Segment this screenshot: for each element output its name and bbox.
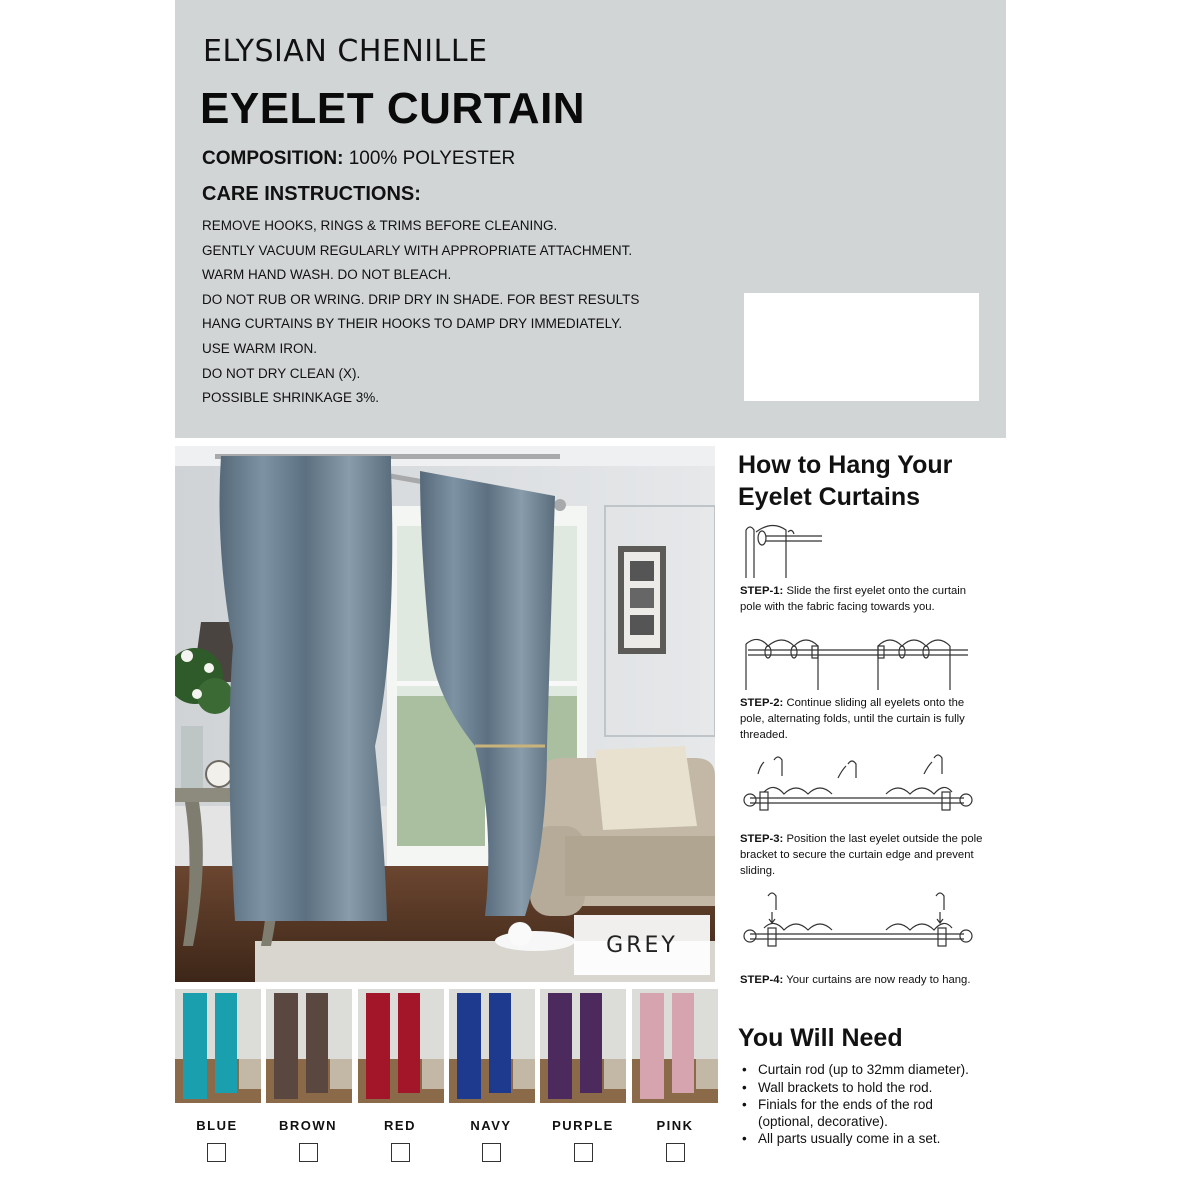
swatch-image-blue [175,989,261,1103]
brand-name: ELYSIAN CHENILLE [203,34,488,69]
composition-line [202,148,515,170]
care-item: DO NOT DRY CLEAN (X). [202,365,361,381]
step-3-body: Position the last eyelet outside the pole bracket to secure the curtain edge and prevent sliding. [740,833,983,877]
step-2-text [740,695,985,743]
hero-color-label: GREY [574,915,710,975]
requirement-item: • Curtain rod (up to 32mm diameter). [742,1062,982,1079]
label-placeholder-box [744,293,979,401]
hang-title-line2: Eyelet Curtains [738,483,921,511]
step1-diagram [738,518,838,582]
step-4-text [740,972,985,988]
composition-value: 100% POLYESTER [343,148,516,169]
swatch-image-purple [540,989,626,1103]
step-2-label: STEP-2: [740,697,784,709]
swatch-image-pink [632,989,718,1103]
care-item: USE WARM IRON. [202,340,318,356]
swatch-label-pink: PINK [656,1118,694,1133]
hero-curtain-photo [175,446,715,982]
requirement-item: • Wall brackets to hold the rod. [742,1080,982,1097]
step-3-label: STEP-3: [740,833,784,845]
care-item: REMOVE HOOKS, RINGS & TRIMS BEFORE CLEANING. [202,218,558,233]
swatch-label-purple: PURPLE [552,1118,614,1133]
care-item: WARM HAND WASH. DO NOT BLEACH. [202,267,452,283]
step-1-label: STEP-1: [740,585,784,597]
care-item: POSSIBLE SHRINKAGE 3%. [202,390,380,406]
care-list [202,216,639,413]
step-1-text [740,583,985,615]
step4-diagram [738,890,978,960]
product-title: EYELET CURTAIN [200,84,586,133]
hang-title-line1: How to Hang Your [738,451,953,479]
care-item: DO NOT RUB OR WRING. DRIP DRY IN SHADE. FOR BEST RESULTS [202,291,640,307]
care-item: GENTLY VACUUM REGULARLY WITH APPROPRIATE ATTACHMENT. [202,242,633,258]
step-4-label: STEP-4: [740,974,784,986]
swatch-image-red [358,989,444,1103]
requirements-title: You Will Need [738,1024,903,1052]
swatch-checkbox-red[interactable] [391,1143,410,1162]
swatch-label-navy: NAVY [470,1118,512,1133]
swatch-label-brown: BROWN [278,1118,338,1133]
requirement-item: • Finials for the ends of the rod (optional, decorative). [742,1097,982,1130]
swatch-checkbox-blue[interactable] [207,1143,226,1162]
swatch-label-red: RED [384,1118,416,1133]
swatch-image-brown [266,989,352,1103]
step-2-body: Continue sliding all eyelets onto the pole, alternating folds, until the curtain is fully threaded. [740,697,965,741]
step3-diagram [738,752,978,824]
step-4-body: Your curtains are now ready to hang. [783,974,971,986]
hang-guide-title [738,449,998,513]
swatch-checkbox-purple[interactable] [574,1143,593,1162]
product-info-panel [175,0,1006,438]
swatch-image-navy [449,989,535,1103]
swatch-checkbox-brown[interactable] [299,1143,318,1162]
swatch-label-blue: BLUE [196,1118,238,1133]
step2-diagram [738,630,978,692]
requirement-item: • All parts usually come in a set. [742,1131,982,1148]
swatch-checkbox-navy[interactable] [482,1143,501,1162]
requirements-list [742,1062,982,1149]
care-item: HANG CURTAINS BY THEIR HOOKS TO DAMP DRY IMMEDIATELY. [202,316,623,332]
care-heading: CARE INSTRUCTIONS: [202,183,421,205]
swatch-checkbox-pink[interactable] [666,1143,685,1162]
step-1-body: Slide the first eyelet onto the curtain pole with the fabric facing towards you. [740,585,967,613]
step-3-text [740,831,985,879]
composition-label: COMPOSITION: [202,148,344,169]
